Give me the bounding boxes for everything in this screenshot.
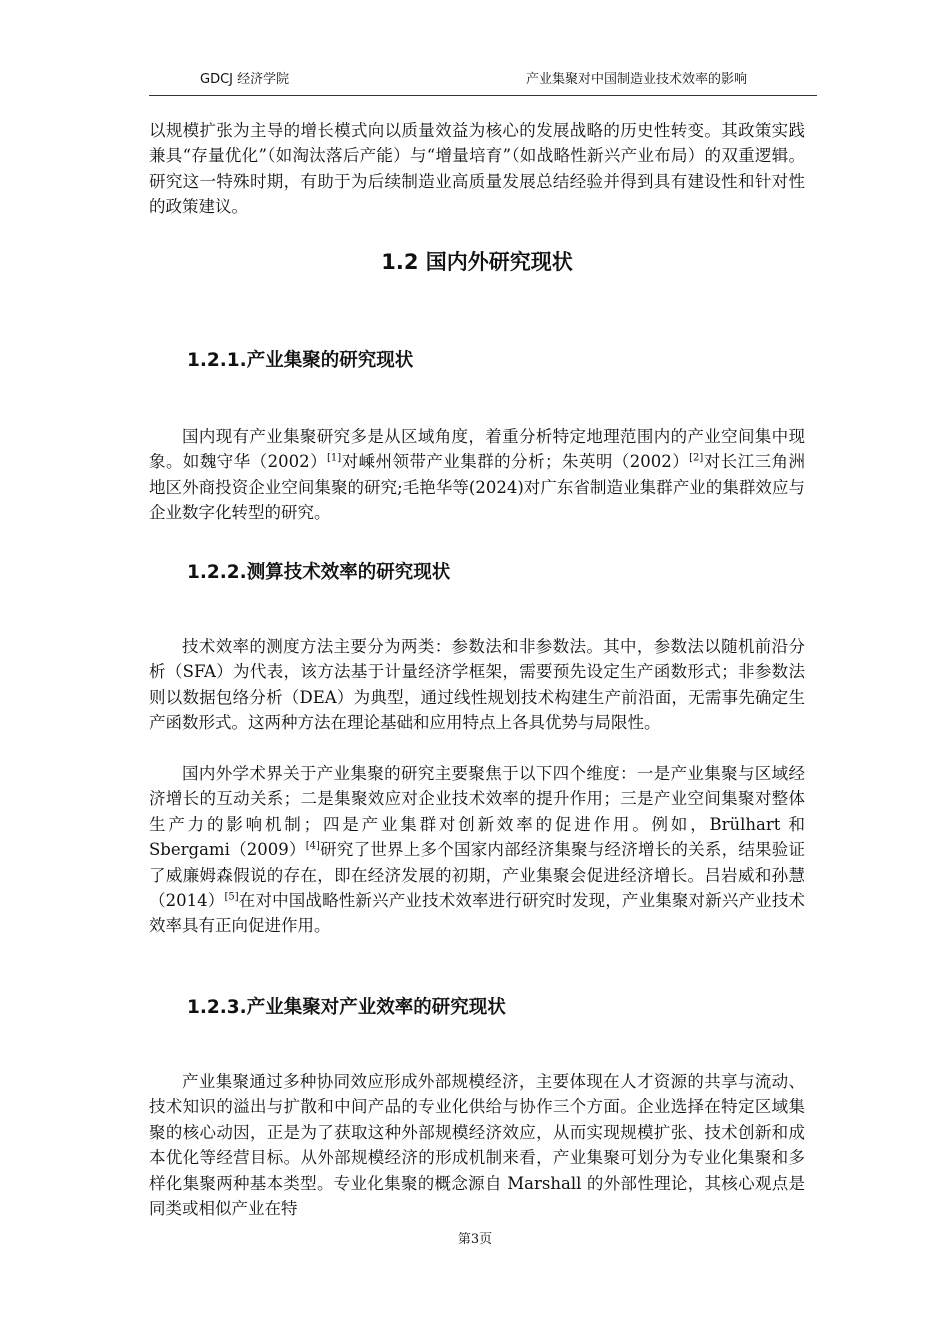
section-heading-1-2-1: 1.2.1.产业集聚的研究现状 (187, 350, 414, 371)
text-segment: 在对中国战略性新兴产业技术效率进行研究时发现，产业集聚对新兴产业技术效率具有正向促进作用。 (149, 891, 805, 936)
citation-2: [2] (689, 452, 704, 464)
text-segment: 研究了世界上多个国家内部经济集聚与经济增长的关系，结果验证了威廉姆森假说的存在，即在经济发展的初期，产业集聚会促进经济增长。吕岩威和孙慧（2014） (149, 840, 805, 911)
section-heading-1-2: 1.2 国内外研究现状 (381, 250, 573, 274)
text-segment: 国内现有产业集聚研究多是从区域角度，着重分析特定地理范围内的产业空间集中现象。如魏守华（2002） (149, 427, 805, 472)
paragraph-efficiency-methods: 技术效率的测度方法主要分为两类：参数法和非参数法。其中，参数法以随机前沿分析（SFA）为代表，该方法基于计量经济学框架，需要预先设定生产函数形式；非参数法则以数据包络分析（DEA）为典型，通过线性规划技术构建生产前沿面，无需事先确定生产函数形式。这两种方法在理论基础和应用特点上各具优势与局限性。 (149, 637, 805, 733)
paragraph-external-economies: 产业集聚通过多种协同效应形成外部规模经济，主要体现在人才资源的共享与流动、技术知识的溢出与扩散和中间产品的专业化供给与协作三个方面。企业选择在特定区域集聚的核心动因，正是为了获取这种外部规模经济效应，从而实现规模扩张、技术创新和成本优化等经营目标。从外部规模经济的形成机制来看，产业集聚可划分为专业化集聚和多样化集聚两种基本类型。专业化集聚的概念源自 Marshall 的外部性理论，其核心观点是同类或相似产业在特 (149, 1072, 805, 1219)
header-institution: GDCJ 经济学院 (200, 72, 290, 87)
citation-5: [5] (224, 891, 239, 903)
text-segment: 对嵊州领带产业集群的分析；朱英明（2002） (341, 452, 690, 472)
text-segment: 对长江三角洲地区外商投资企业空间集聚的研究;毛艳华等(2024)对广东省制造业集群产业的集群效应与企业数字化转型的研究。 (149, 452, 805, 523)
section-heading-1-2-2: 1.2.2.测算技术效率的研究现状 (187, 562, 451, 583)
header-thesis-title: 产业集聚对中国制造业技术效率的影响 (525, 72, 747, 87)
paragraph-cluster-research (149, 424, 805, 526)
header-rule (149, 95, 817, 96)
running-header (149, 66, 817, 96)
section-heading-1-2-3: 1.2.3.产业集聚对产业效率的研究现状 (187, 997, 506, 1018)
intro-paragraph: 以规模扩张为主导的增长模式向以质量效益为核心的发展战略的历史性转变。其政策实践兼具“存量优化”（如淘汰落后产能）与“增量培育”（如战略性新兴产业布局）的双重逻辑。研究这一特殊时期，有助于为后续制造业高质量发展总结经验并得到具有建设性和针对性的政策建议。 (149, 121, 805, 217)
text-segment: 国内外学术界关于产业集聚的研究主要聚焦于以下四个维度：一是产业集聚与区域经济增长的互动关系；二是集聚效应对企业技术效率的提升作用；三是产业空间集聚对整体生产力的影响机制；四是产业集群对创新效率的促进作用。例如，Brülhart 和 Sbergami（2009） (149, 764, 805, 860)
citation-4: [4] (305, 840, 320, 852)
paragraph-research-dimensions (149, 761, 805, 939)
citation-1: [1] (327, 452, 342, 464)
page-number: 第3页 (457, 1232, 493, 1247)
